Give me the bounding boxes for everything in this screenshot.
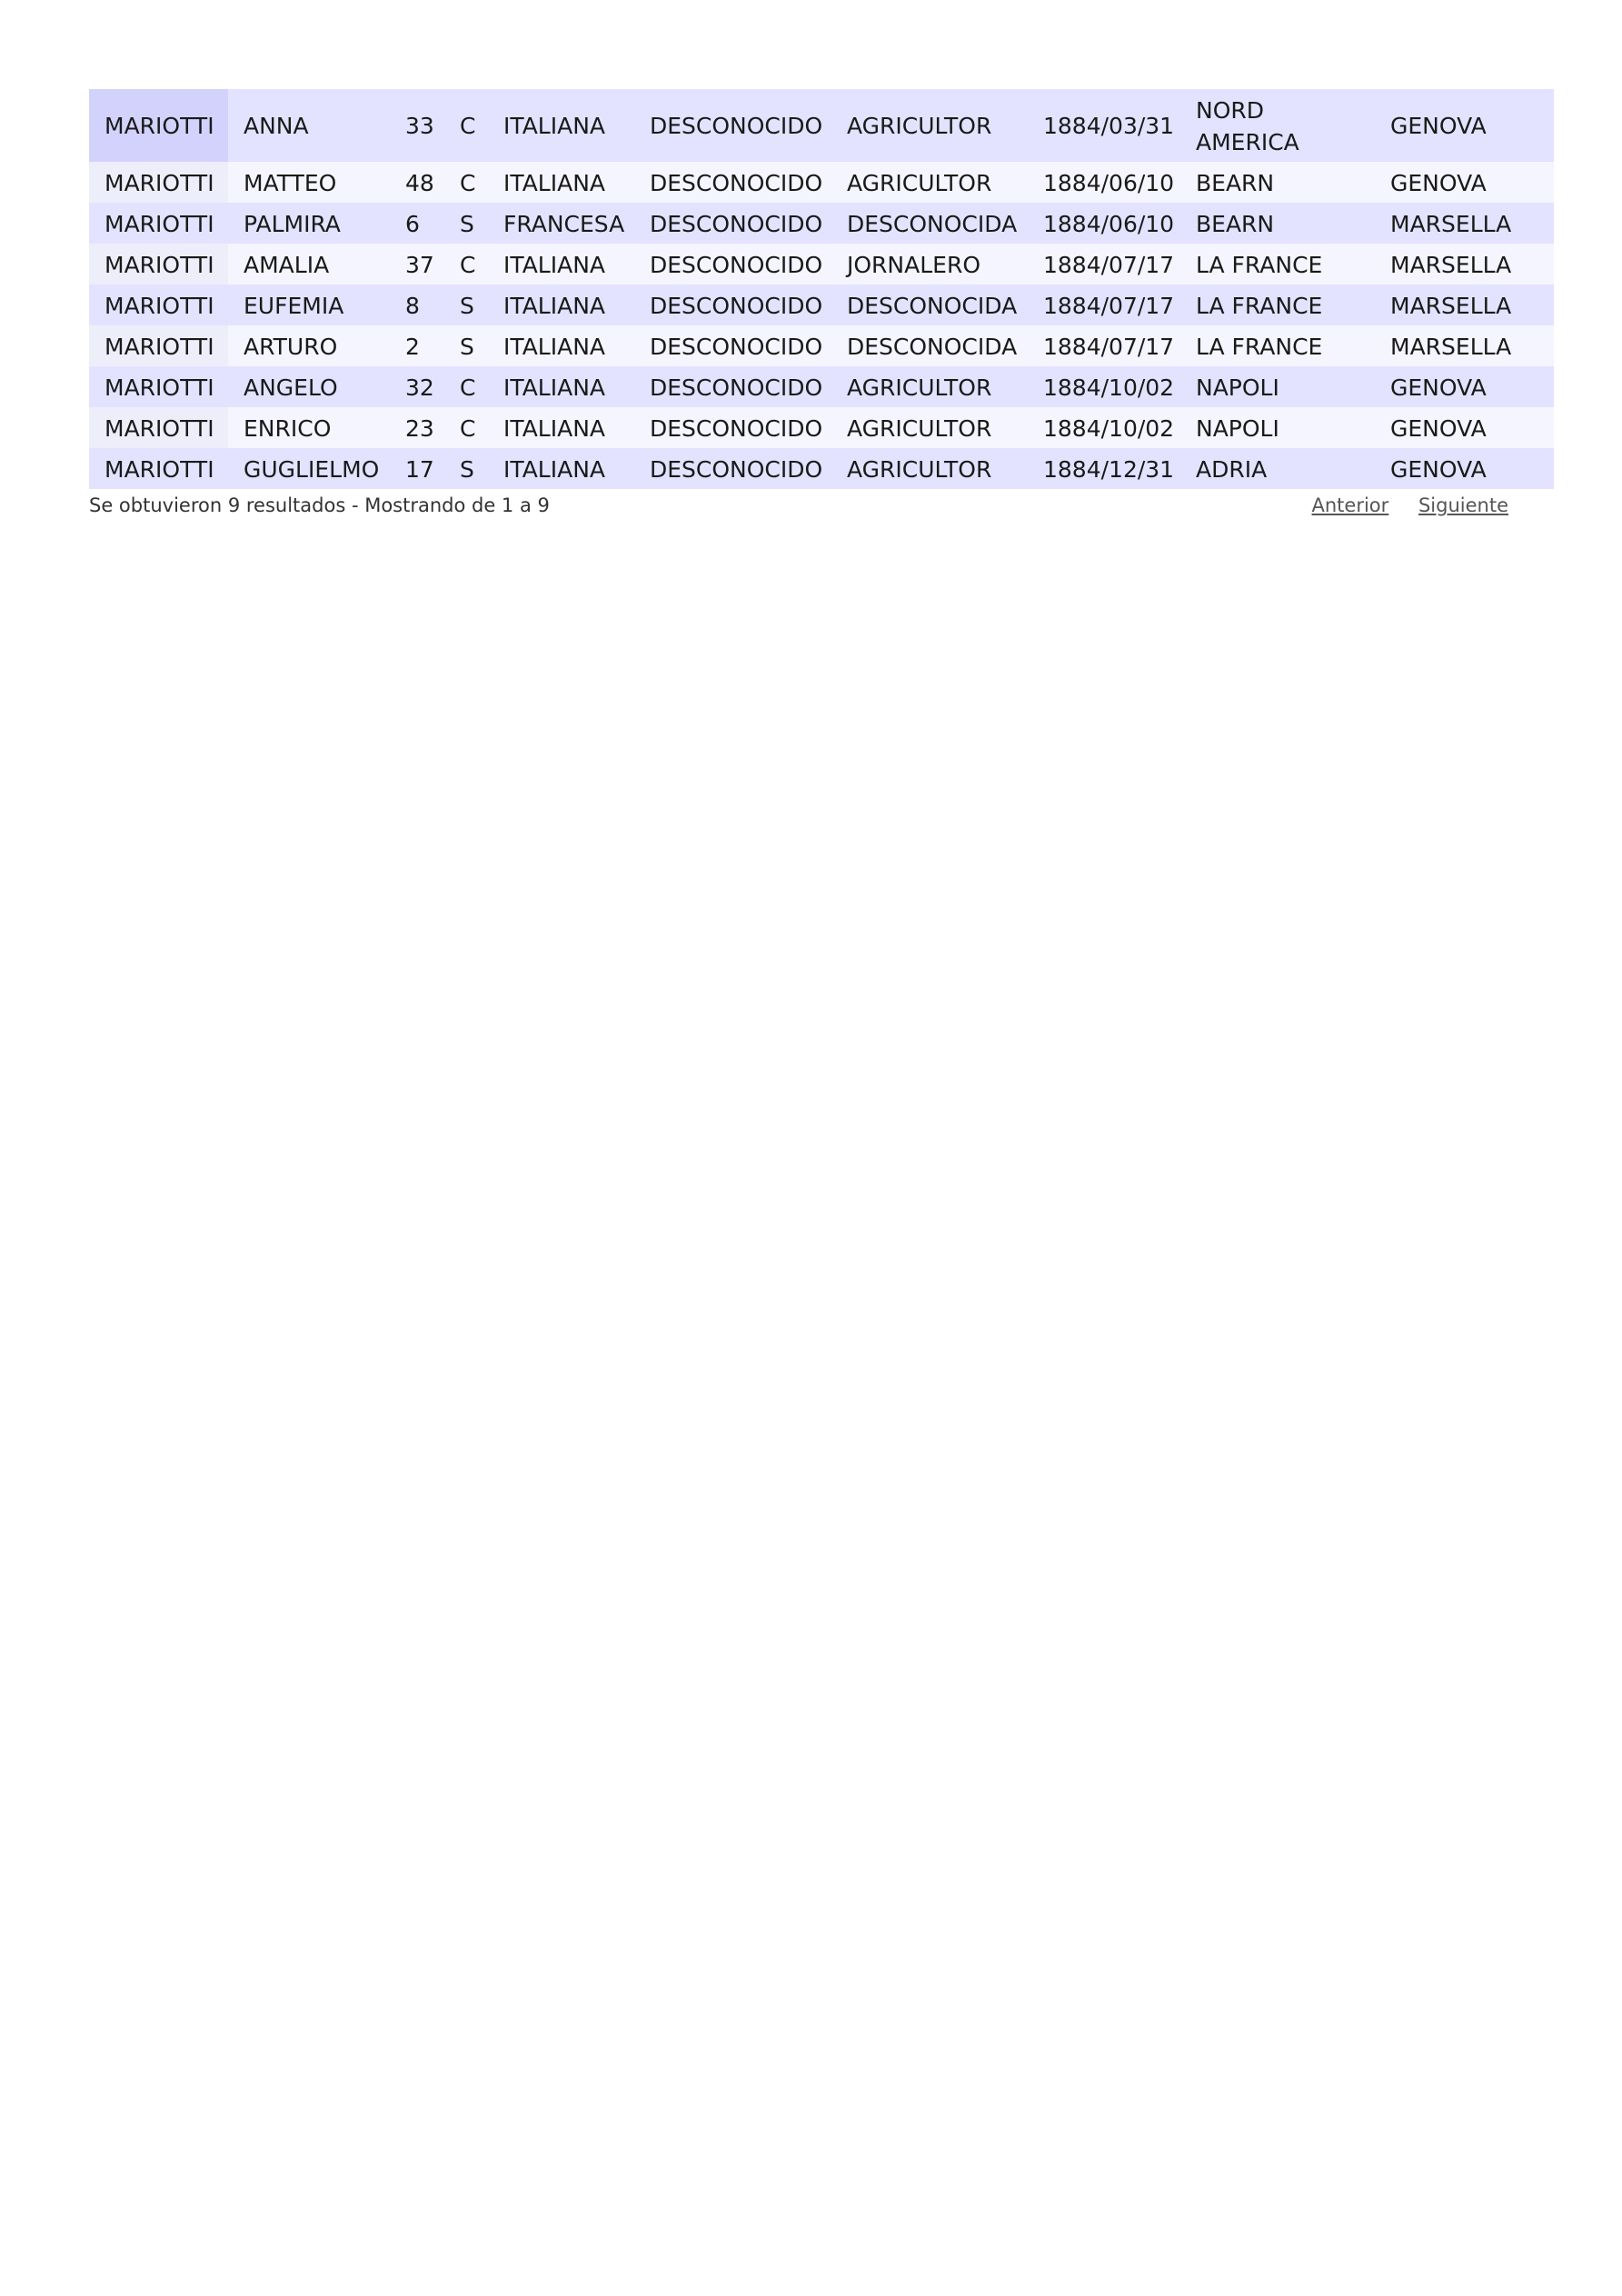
cell-nationality: ITALIANA	[488, 244, 634, 285]
cell-surname: MARIOTTI	[89, 366, 228, 407]
cell-occupation: AGRICULTOR	[831, 366, 1028, 407]
results-panel	[89, 89, 1554, 522]
table-row[interactable]	[89, 162, 1554, 203]
cell-occupation: JORNALERO	[831, 244, 1028, 285]
cell-age: 32	[390, 366, 444, 407]
cell-origin: DESCONOCIDO	[634, 407, 831, 448]
cell-origin: DESCONOCIDO	[634, 203, 831, 244]
cell-origin: DESCONOCIDO	[634, 244, 831, 285]
cell-nationality: ITALIANA	[488, 325, 634, 366]
cell-ship: NORD AMERICA	[1180, 89, 1375, 162]
cell-ship: NAPOLI	[1180, 366, 1375, 407]
table-row[interactable]	[89, 244, 1554, 285]
cell-age: 8	[390, 285, 444, 325]
cell-origin: DESCONOCIDO	[634, 366, 831, 407]
cell-name: ANNA	[228, 89, 390, 162]
table-row[interactable]	[89, 203, 1554, 244]
cell-ship: LA FRANCE	[1180, 285, 1375, 325]
cell-name: GUGLIELMO	[228, 448, 390, 489]
cell-origin: DESCONOCIDO	[634, 285, 831, 325]
cell-name: PALMIRA	[228, 203, 390, 244]
cell-age: 23	[390, 407, 444, 448]
cell-departure-port: MARSELLA	[1375, 285, 1554, 325]
table-row[interactable]	[89, 448, 1554, 489]
cell-marital-status: C	[444, 89, 488, 162]
table-row[interactable]	[89, 407, 1554, 448]
cell-ship: ADRIA	[1180, 448, 1375, 489]
cell-nationality: ITALIANA	[488, 89, 634, 162]
cell-occupation: AGRICULTOR	[831, 162, 1028, 203]
cell-departure-port: GENOVA	[1375, 407, 1554, 448]
cell-origin: DESCONOCIDO	[634, 162, 831, 203]
cell-arrival-date: 1884/12/31	[1028, 448, 1180, 489]
cell-arrival-date: 1884/10/02	[1028, 407, 1180, 448]
cell-surname: MARIOTTI	[89, 407, 228, 448]
cell-departure-port: MARSELLA	[1375, 244, 1554, 285]
cell-surname: MARIOTTI	[89, 285, 228, 325]
next-page-link[interactable]: Siguiente	[1418, 494, 1508, 516]
cell-name: ANGELO	[228, 366, 390, 407]
cell-departure-port: MARSELLA	[1375, 203, 1554, 244]
cell-marital-status: C	[444, 162, 488, 203]
cell-marital-status: S	[444, 285, 488, 325]
cell-departure-port: MARSELLA	[1375, 325, 1554, 366]
cell-arrival-date: 1884/07/17	[1028, 325, 1180, 366]
cell-surname: MARIOTTI	[89, 203, 228, 244]
cell-name: ENRICO	[228, 407, 390, 448]
cell-name: MATTEO	[228, 162, 390, 203]
cell-name: ARTURO	[228, 325, 390, 366]
cell-departure-port: GENOVA	[1375, 162, 1554, 203]
cell-marital-status: C	[444, 407, 488, 448]
cell-departure-port: GENOVA	[1375, 89, 1554, 162]
cell-marital-status: C	[444, 366, 488, 407]
cell-arrival-date: 1884/06/10	[1028, 203, 1180, 244]
cell-nationality: ITALIANA	[488, 448, 634, 489]
cell-surname: MARIOTTI	[89, 162, 228, 203]
cell-age: 37	[390, 244, 444, 285]
cell-name: EUFEMIA	[228, 285, 390, 325]
cell-occupation: AGRICULTOR	[831, 448, 1028, 489]
cell-age: 33	[390, 89, 444, 162]
pagination	[1289, 489, 1509, 522]
cell-age: 48	[390, 162, 444, 203]
cell-ship: BEARN	[1180, 203, 1375, 244]
cell-marital-status: S	[444, 448, 488, 489]
table-row[interactable]	[89, 89, 1554, 162]
cell-arrival-date: 1884/03/31	[1028, 89, 1180, 162]
cell-marital-status: S	[444, 203, 488, 244]
cell-marital-status: S	[444, 325, 488, 366]
cell-arrival-date: 1884/06/10	[1028, 162, 1180, 203]
cell-surname: MARIOTTI	[89, 89, 228, 162]
cell-occupation: AGRICULTOR	[831, 89, 1028, 162]
results-table	[89, 89, 1554, 489]
cell-surname: MARIOTTI	[89, 448, 228, 489]
cell-surname: MARIOTTI	[89, 244, 228, 285]
cell-occupation: AGRICULTOR	[831, 407, 1028, 448]
cell-nationality: FRANCESA	[488, 203, 634, 244]
cell-age: 2	[390, 325, 444, 366]
cell-ship: BEARN	[1180, 162, 1375, 203]
cell-departure-port: GENOVA	[1375, 448, 1554, 489]
cell-name: AMALIA	[228, 244, 390, 285]
table-row[interactable]	[89, 325, 1554, 366]
cell-nationality: ITALIANA	[488, 407, 634, 448]
table-row[interactable]	[89, 366, 1554, 407]
cell-occupation: DESCONOCIDA	[831, 325, 1028, 366]
cell-arrival-date: 1884/07/17	[1028, 285, 1180, 325]
cell-nationality: ITALIANA	[488, 366, 634, 407]
results-footer	[89, 489, 1554, 522]
cell-ship: LA FRANCE	[1180, 325, 1375, 366]
cell-arrival-date: 1884/07/17	[1028, 244, 1180, 285]
cell-nationality: ITALIANA	[488, 162, 634, 203]
cell-arrival-date: 1884/10/02	[1028, 366, 1180, 407]
cell-age: 6	[390, 203, 444, 244]
cell-occupation: DESCONOCIDA	[831, 203, 1028, 244]
previous-page-link[interactable]: Anterior	[1311, 494, 1389, 516]
cell-marital-status: C	[444, 244, 488, 285]
cell-nationality: ITALIANA	[488, 285, 634, 325]
cell-ship: NAPOLI	[1180, 407, 1375, 448]
cell-age: 17	[390, 448, 444, 489]
cell-origin: DESCONOCIDO	[634, 448, 831, 489]
table-row[interactable]	[89, 285, 1554, 325]
cell-origin: DESCONOCIDO	[634, 89, 831, 162]
cell-departure-port: GENOVA	[1375, 366, 1554, 407]
cell-ship: LA FRANCE	[1180, 244, 1375, 285]
cell-surname: MARIOTTI	[89, 325, 228, 366]
cell-origin: DESCONOCIDO	[634, 325, 831, 366]
cell-occupation: DESCONOCIDA	[831, 285, 1028, 325]
results-summary: Se obtuvieron 9 resultados - Mostrando de 1 a 9	[89, 494, 550, 516]
